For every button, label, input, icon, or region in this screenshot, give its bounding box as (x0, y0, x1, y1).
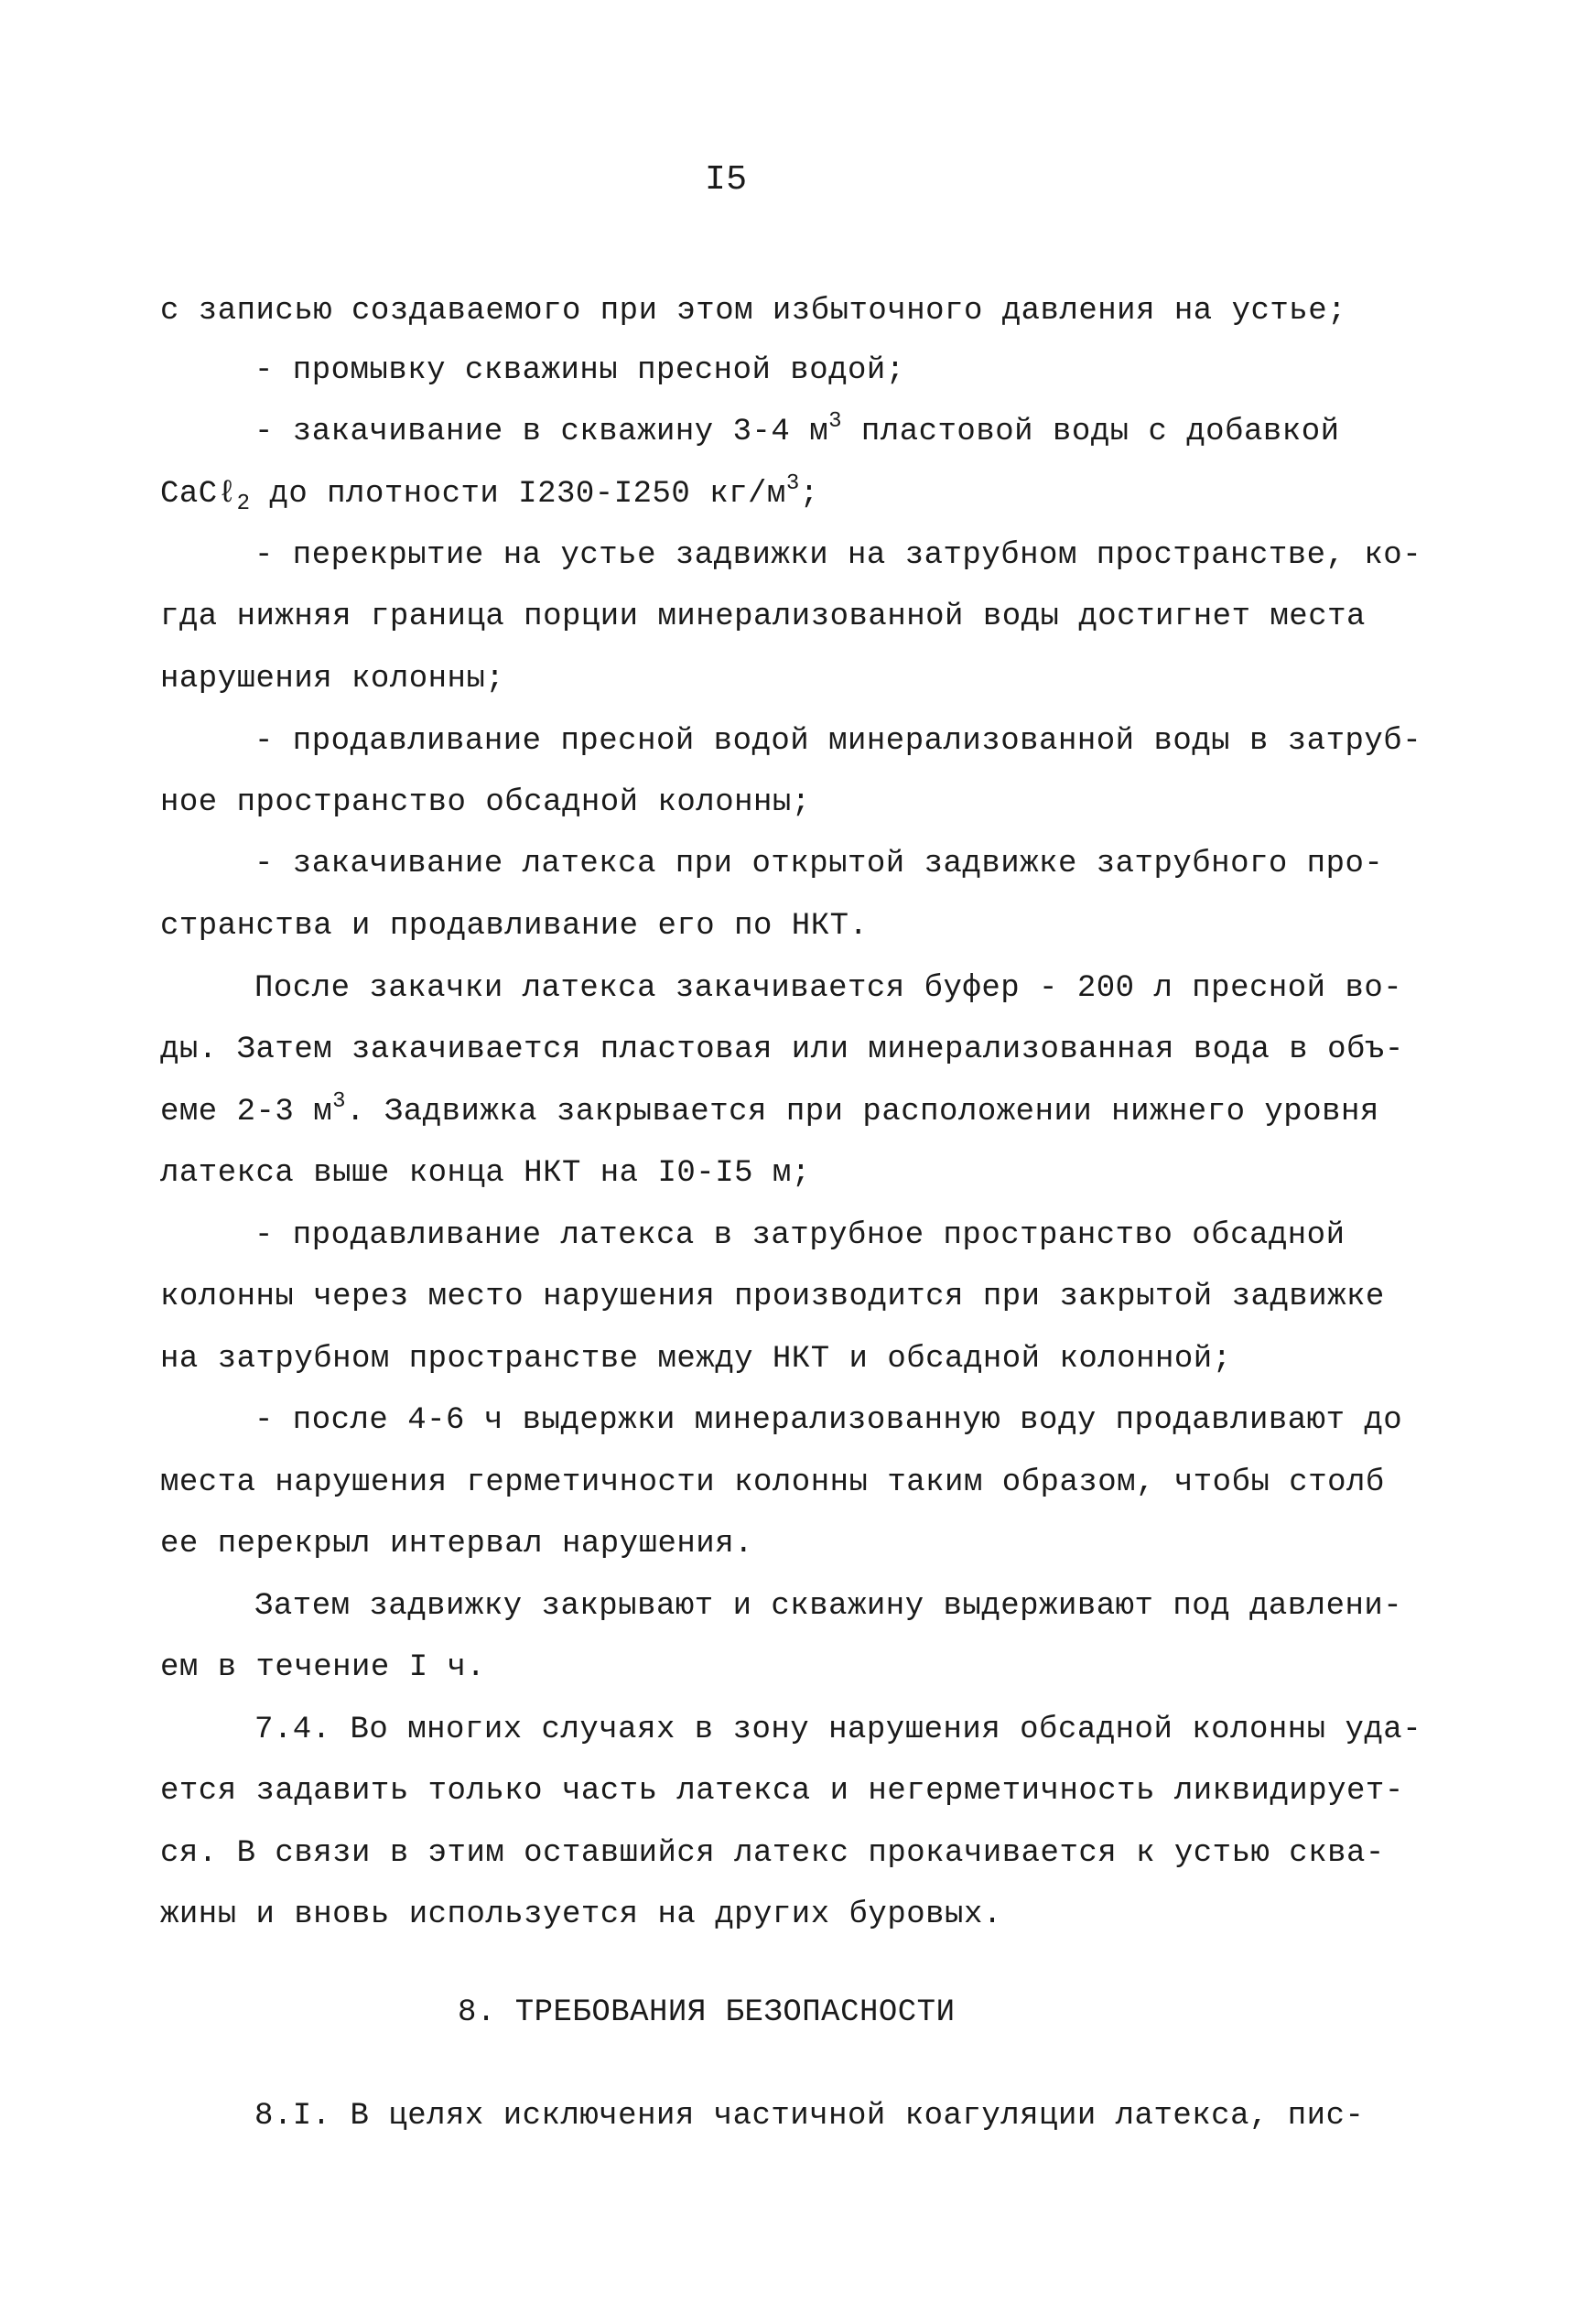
superscript: 3 (785, 471, 800, 496)
list-item: - закачивание латекса при открытой задвижке затрубного про- (254, 847, 1384, 881)
list-item: - промывку скважины пресной водой; (254, 353, 905, 388)
text-line: латекса выше конца НКТ на I0-I5 м; (160, 1156, 811, 1191)
list-item: - продавливание пресной водой минерализованной воды в затруб- (254, 724, 1422, 759)
superscript: 3 (332, 1089, 347, 1114)
text-line: гда нижняя граница порции минерализованной воды достигнет места (160, 600, 1366, 634)
text-line: колонны через место нарушения производится при закрытой задвижке (160, 1280, 1385, 1314)
paragraph-start: Затем задвижку закрывают и скважину выдерживают под давлени- (254, 1589, 1403, 1624)
list-item: - после 4-6 ч выдержки минерализованную воду продавливают до (254, 1403, 1403, 1438)
paragraph-start: После закачки латекса закачивается буфер - 200 л пресной во- (254, 971, 1403, 1006)
text-line: нарушения колонны; (160, 662, 505, 697)
text-line: с записью создаваемого при этом избыточного давления на устье; (160, 294, 1347, 329)
text-line: ем в течение I ч. (160, 1650, 486, 1685)
text-line: ное пространство обсадной колонны; (160, 785, 811, 820)
text-segment: . Задвижка закрывается при расположении нижнего уровня (346, 1095, 1379, 1130)
paragraph-start: 7.4. Во многих случаях в зону нарушения обсадной колонны уда- (254, 1713, 1422, 1747)
subscript: 2 (236, 492, 251, 516)
list-item: - перекрытие на устье задвижки на затрубном пространстве, ко- (254, 538, 1422, 573)
text-line (160, 1089, 1379, 1132)
formula: CaCℓ (160, 477, 237, 512)
text-line: места нарушения герметичности колонны таким образом, чтобы столб (160, 1465, 1385, 1500)
list-item: - продавливание латекса в затрубное пространство обсадной (254, 1218, 1346, 1253)
text-line: ся. В связи в этим оставшийся латекс прокачивается к устью сква- (160, 1836, 1385, 1871)
section-heading: 8. ТРЕБОВАНИЯ БЕЗОПАСНОСТИ (458, 1995, 956, 2030)
text-segment: еме 2-3 м (160, 1095, 333, 1130)
text-segment: до плотности I230-I250 кг/м (250, 477, 786, 512)
text-line (160, 471, 819, 516)
list-item (254, 409, 1340, 452)
text-segment: ; (799, 477, 819, 512)
text-line: на затрубном пространстве между НКТ и обсадной колонной; (160, 1342, 1232, 1377)
text-line: ды. Затем закачивается пластовая или минерализованная вода в объ- (160, 1032, 1404, 1067)
text-segment: пластовой воды с добавкой (842, 415, 1340, 449)
text-line: странства и продавливание его по НКТ. (160, 909, 869, 944)
text-segment: - закачивание в скважину 3-4 м (254, 415, 829, 449)
text-line: ее перекрыл интервал нарушения. (160, 1527, 754, 1562)
text-line: ется задавить только часть латекса и негерметичность ликвидирует- (160, 1774, 1404, 1809)
text-line: жины и вновь используется на других буровых. (160, 1897, 1002, 1932)
paragraph-start: 8.I. В целях исключения частичной коагуляции латекса, пис- (254, 2099, 1365, 2134)
superscript: 3 (828, 409, 843, 434)
page-number: I5 (705, 160, 748, 200)
